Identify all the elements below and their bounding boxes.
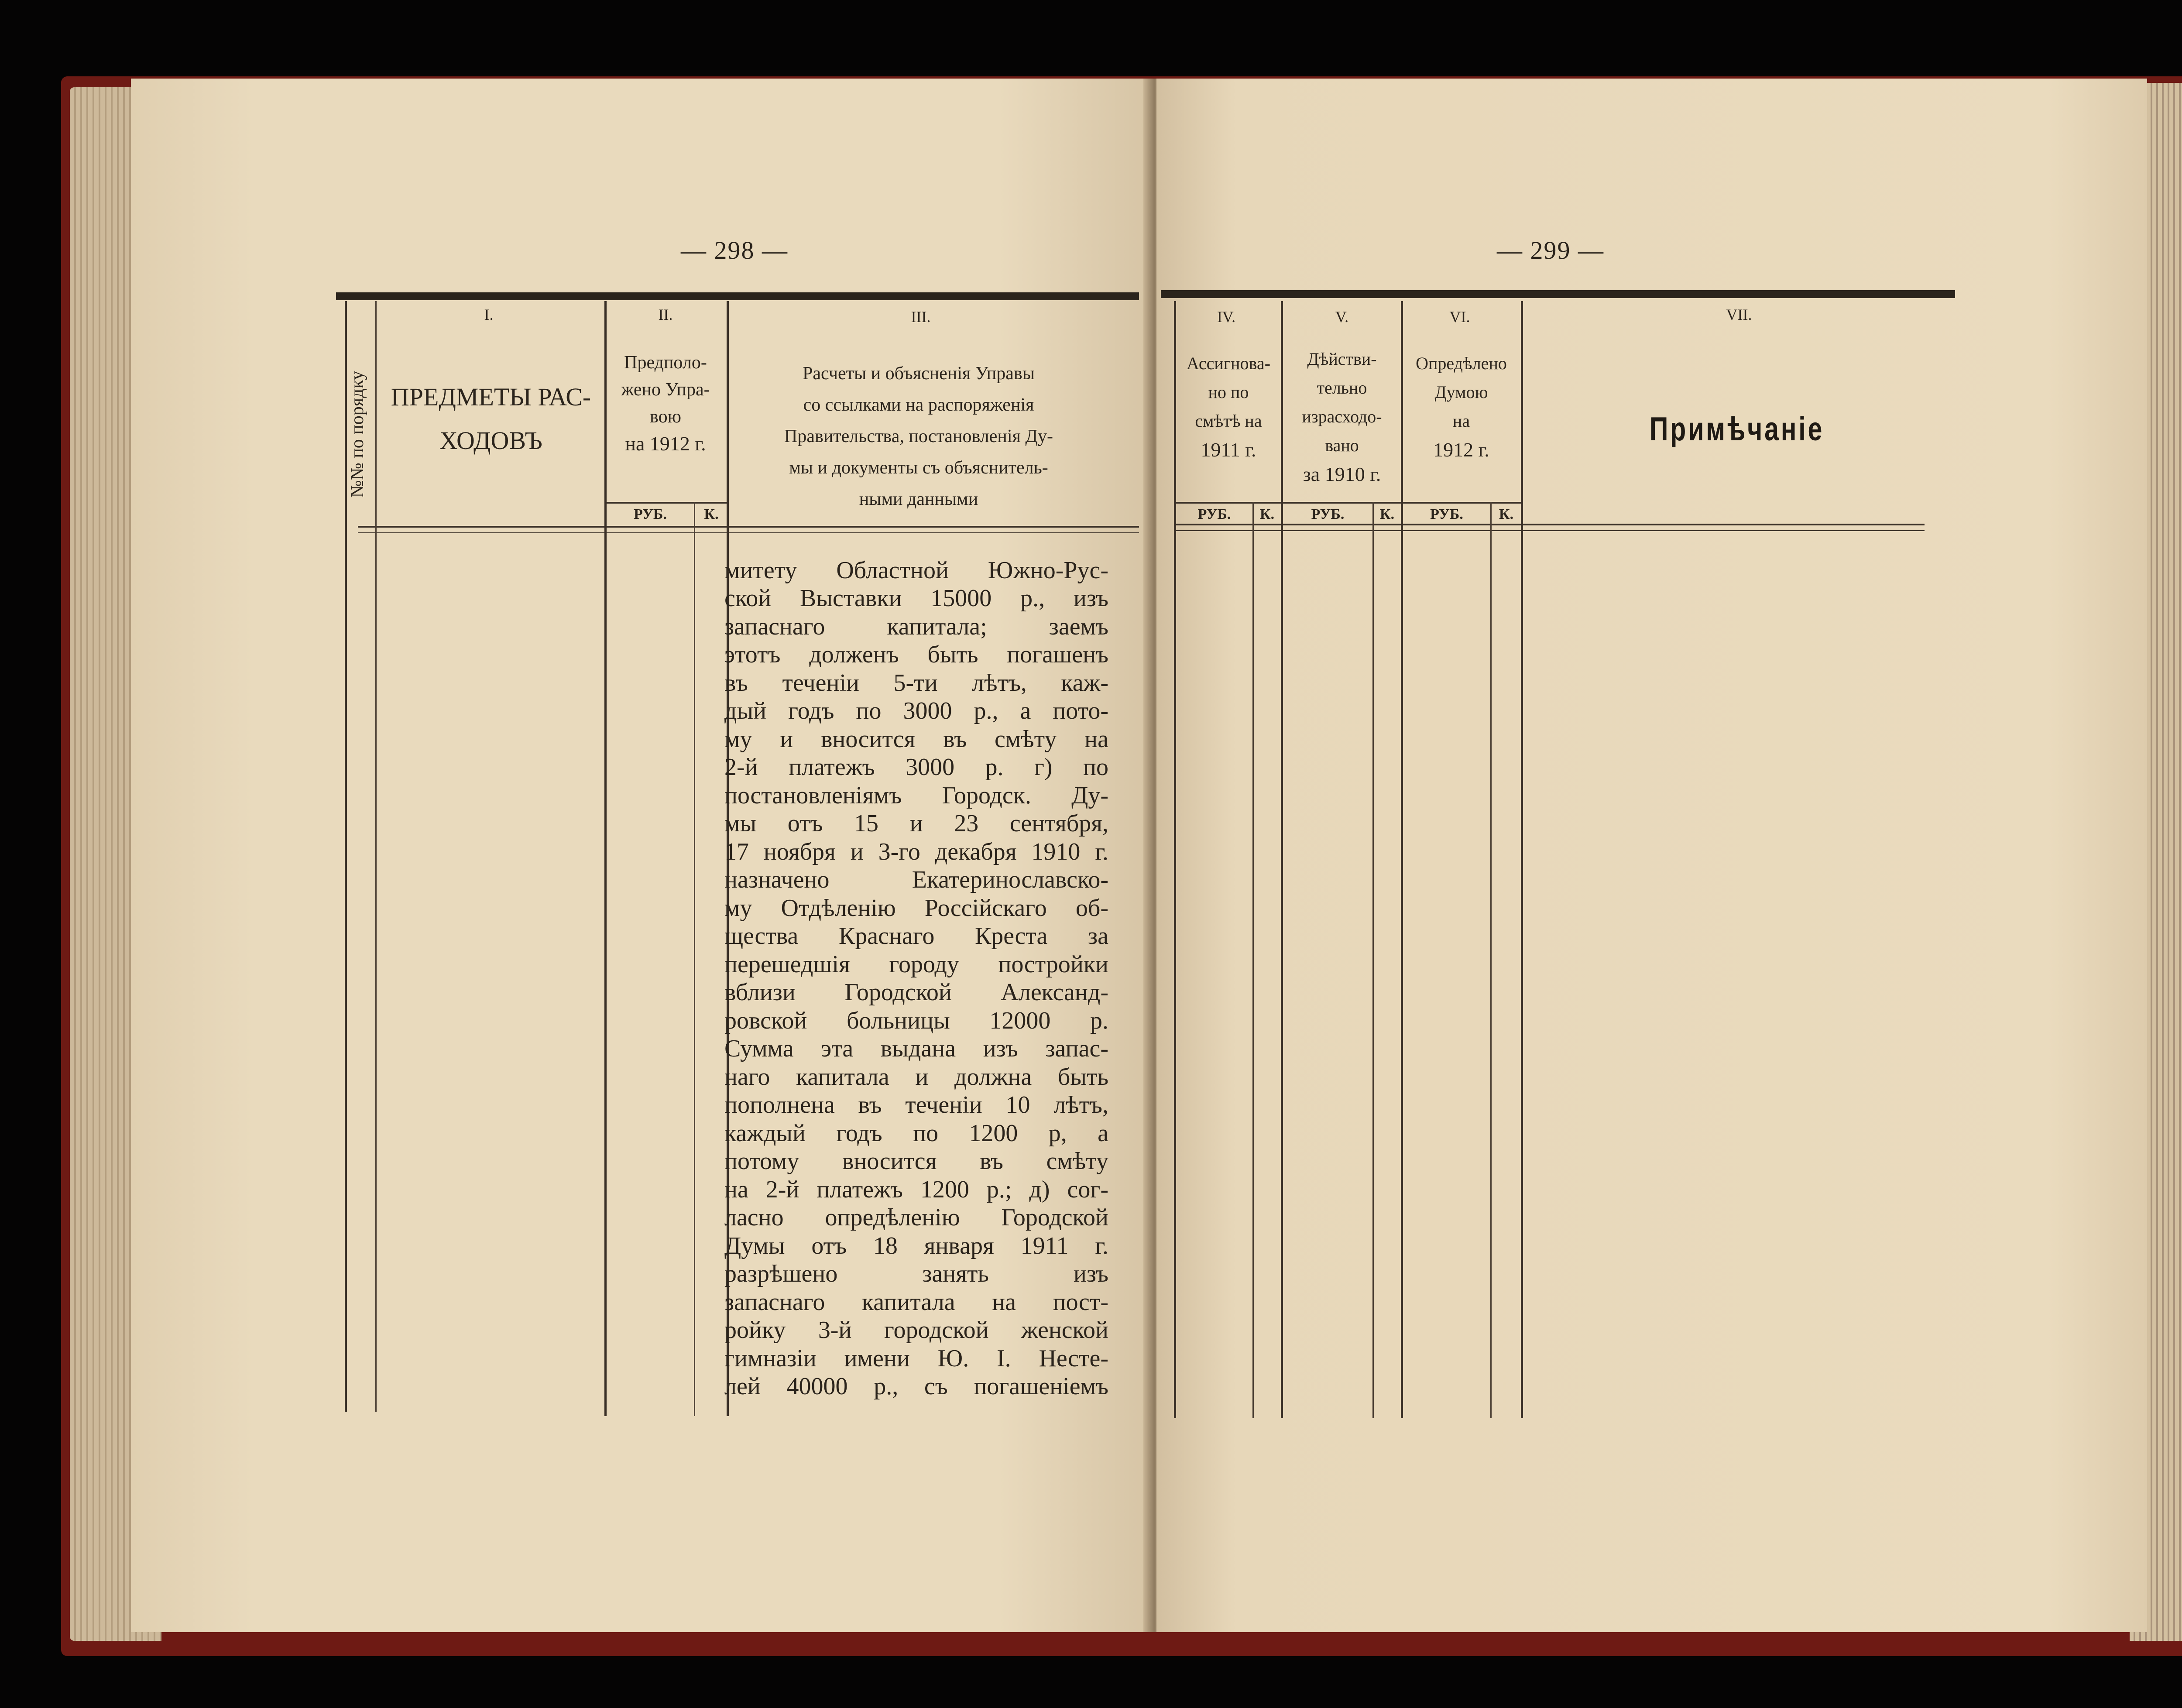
col6-roman: VI. <box>1449 308 1470 326</box>
col4-border <box>1174 301 1176 1418</box>
text-line: запаснаго капитала; заемъ <box>724 613 1108 640</box>
col2-roman: II. <box>658 306 673 323</box>
col7-title: Примѣчаніе <box>1649 411 1825 448</box>
header-bottom-rule-right <box>1174 524 1925 525</box>
text-line: дый годъ по 3000 р., а пото- <box>724 697 1108 724</box>
col5-unit-rub: РУБ. <box>1311 506 1345 522</box>
col4-rub-divider <box>1252 502 1254 1418</box>
col4-unit-k: К. <box>1259 506 1275 522</box>
header-bottom-rule-right-2 <box>1174 530 1925 531</box>
text-line: потому вносится въ смѣту <box>724 1148 1108 1175</box>
col1-title: ПРЕДМЕТЫ РАС- ХОДОВЪ <box>391 383 591 455</box>
text-line: на 2-й платежъ 1200 р.; д) сог- <box>724 1176 1108 1203</box>
text-line: ласно опредѣленію Городской <box>724 1204 1108 1231</box>
col5-divider <box>1401 301 1403 1418</box>
col3-title: Расчеты и объясненія Управы со ссылками на распоряженія Правительства, постановленія Ду- мы и документы съ объяснитель- ными данными <box>784 364 1053 509</box>
text-line: каждый годъ по 1200 р, а <box>724 1120 1108 1147</box>
order-number-label: №№ по порядку <box>347 370 367 498</box>
col4-title: Ассигнова- но по смѣтѣ на 1911 г. <box>1186 353 1271 461</box>
page-number-left: — 298 — <box>681 236 788 264</box>
text-line: этотъ долженъ быть погашенъ <box>724 641 1108 668</box>
col6-rub-divider <box>1490 502 1492 1418</box>
header-bottom-rule-left-2 <box>358 532 1139 533</box>
col5-roman: V. <box>1335 308 1349 326</box>
col1-roman: I. <box>484 306 494 323</box>
col3-roman: III. <box>911 308 931 326</box>
text-line: ской Выставки 15000 р., изъ <box>724 585 1108 612</box>
right-page <box>1156 79 2147 1632</box>
col6-title: Опредѣлено Думою на 1912 г. <box>1416 353 1507 461</box>
table-top-rule-right <box>1161 290 1955 298</box>
col2-unit-k: К. <box>704 506 719 522</box>
col4-roman: IV. <box>1217 308 1236 326</box>
text-line: въ теченіи 5-ти лѣтъ, каж- <box>724 669 1108 696</box>
text-line: 17 ноября и 3-го декабря 1910 г. <box>724 838 1108 865</box>
col2-unit-rub: РУБ. <box>634 506 667 522</box>
text-line: му Отдѣленію Россійскаго об- <box>724 895 1108 922</box>
text-line: щества Краснаго Креста за <box>724 923 1108 950</box>
order-col-divider <box>375 301 377 1412</box>
text-line: 2-й платежъ 3000 р. г) по <box>724 754 1108 781</box>
text-line: мы отъ 15 и 23 сентября, <box>724 810 1108 837</box>
col6-unit-k: К. <box>1499 506 1514 522</box>
col7-roman: VII. <box>1726 306 1752 323</box>
text-line: перешедшія городу постройки <box>724 951 1108 978</box>
table-top-rule-left <box>336 292 1139 300</box>
text-line: ройку 3-й городской женской <box>724 1317 1108 1344</box>
text-line: Думы отъ 18 января 1911 г. <box>724 1232 1108 1259</box>
col4-unit-rub: РУБ. <box>1197 506 1231 522</box>
text-line: му и вносится въ смѣту на <box>724 726 1108 753</box>
text-line: назначено Екатеринославско- <box>724 866 1108 893</box>
col6-divider <box>1521 301 1523 1418</box>
text-line: постановленіямъ Городск. Ду- <box>724 782 1108 809</box>
col1-divider <box>604 301 607 1416</box>
text-line: запаснаго капитала на пост- <box>724 1289 1108 1316</box>
text-line: ровской больницы 12000 р. <box>724 1007 1108 1034</box>
col5-unit-k: К. <box>1379 506 1395 522</box>
text-line: наго капитала и должна быть <box>724 1063 1108 1091</box>
col5-rub-divider <box>1372 502 1374 1418</box>
text-line: вблизи Городской Александ- <box>724 979 1108 1006</box>
col2-title: Предполо- жено Упра- вою на 1912 г. <box>621 353 710 455</box>
text-line: Сумма эта выдана изъ запас- <box>724 1035 1108 1062</box>
page-number-right: — 299 — <box>1497 236 1604 264</box>
text-line: пополнена въ теченіи 10 лѣтъ, <box>724 1091 1108 1118</box>
text-line: гимназіи имени Ю. І. Несте- <box>724 1345 1108 1372</box>
units-rule-right <box>1174 502 1523 504</box>
col6-unit-rub: РУБ. <box>1430 506 1463 522</box>
col5-title: Дѣйстви- тельно израсходо- вано за 1910 г. <box>1302 349 1382 485</box>
header-bottom-rule-left <box>358 526 1139 528</box>
col2-rub-divider <box>694 502 695 1416</box>
text-line: лей 40000 р., съ погашеніемъ <box>724 1373 1108 1400</box>
text-line: митету Областной Южно-Рус- <box>724 557 1108 584</box>
units-rule-left <box>604 502 729 504</box>
text-line: разрѣшено занять изъ <box>724 1260 1108 1287</box>
